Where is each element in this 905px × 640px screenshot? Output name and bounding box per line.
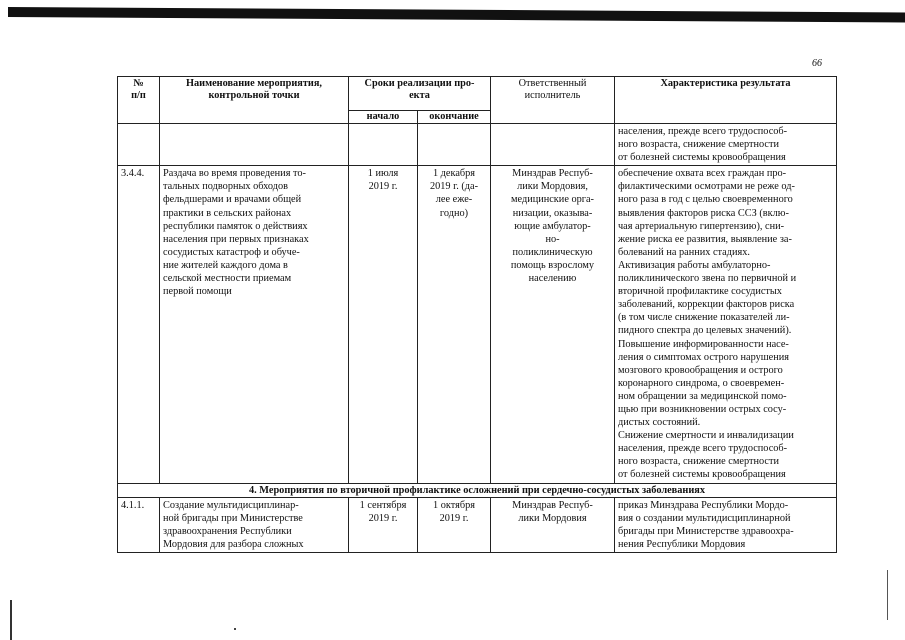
header-dates: Сроки реализации про- екта	[349, 77, 491, 111]
measures-table	[117, 76, 837, 553]
page-number: 66	[812, 58, 822, 69]
row-number: 3.4.4.	[118, 166, 160, 483]
table-row-continuation	[118, 124, 837, 166]
header-result: Характеристика результата	[615, 77, 837, 124]
start-date: 1 сентября 2019 г.	[349, 497, 418, 552]
scan-top-edge	[8, 7, 905, 22]
start-date: 1 июля 2019 г.	[349, 166, 418, 483]
measure-name: Раздача во время проведения то- тальных подворных обходов фельдшерами и врачами общей практики в сельских районах республики памяток о действиях населения при первых признаках сосудистых катастроф и обуче- ние жителей каждого дома в сельской местности приемам первой помощи	[160, 166, 349, 483]
scan-left-edge	[10, 600, 12, 640]
result-cell: обеспечение охвата всех граждан про- филактическими осмотрами не реже од- ного раза в год с целью своевременного выявления факторов риска ССЗ (вклю- чая артериальную гипертензию), сни- жение риска ее развития, выявление за- болеваний на ранних стадиях. Активизация работы амбулаторно- поликлинического звена по первичной и вторичной профилактике сосудистых заболеваний, коррекции факторов риска (в том числе снижение показателей ли- пидного спектра до целевых значений). Повышение информированности насе- ления о симптомах острого нарушения мозгового кровообращения и острого коронарного синдрома, о своевремен- ном обращении за медицинской помо- щью при возникновении острых сосу- дистых состояний. Снижение смертности и инвалидизации населения, прежде всего трудоспособ- ного возраста, снижение смертности от болезней системы кровообращения	[615, 166, 837, 483]
header-responsible: Ответственный исполнитель	[491, 77, 615, 124]
section-title: 4. Мероприятия по вторичной профилактике осложнений при сердечно-сосудистых заболеваниях	[118, 483, 837, 497]
section-row	[118, 483, 837, 497]
header-number: № п/п	[118, 77, 160, 124]
header-name: Наименование мероприятия, контрольной точки	[160, 77, 349, 124]
header-end: окончание	[418, 111, 491, 124]
responsible: Минздрав Респуб- лики Мордовия, медицинские орга- низации, оказыва- ющие амбулатор- но- поликлиническую помощь взрослому населению	[491, 166, 615, 483]
scan-right-edge	[887, 570, 888, 620]
result-cell: населения, прежде всего трудоспособ- ного возраста, снижение смертности от болезней системы кровообращения	[615, 124, 837, 166]
header-start: начало	[349, 111, 418, 124]
row-number: 4.1.1.	[118, 497, 160, 552]
scan-speck	[234, 628, 236, 630]
table-row-3-4-4	[118, 166, 837, 483]
end-date: 1 декабря 2019 г. (да- лее еже- годно)	[418, 166, 491, 483]
end-date: 1 октября 2019 г.	[418, 497, 491, 552]
result-cell: приказ Минздрава Республики Мордо- вия о создании мультидисциплинарной бригады при Министерстве здравоохра- нения Республики Мордовия	[615, 497, 837, 552]
measure-name: Создание мультидисциплинар- ной бригады при Министерстве здравоохранения Республики Мордовия для разбора сложных	[160, 497, 349, 552]
responsible: Минздрав Респуб- лики Мордовия	[491, 497, 615, 552]
table-row-4-1-1	[118, 497, 837, 552]
